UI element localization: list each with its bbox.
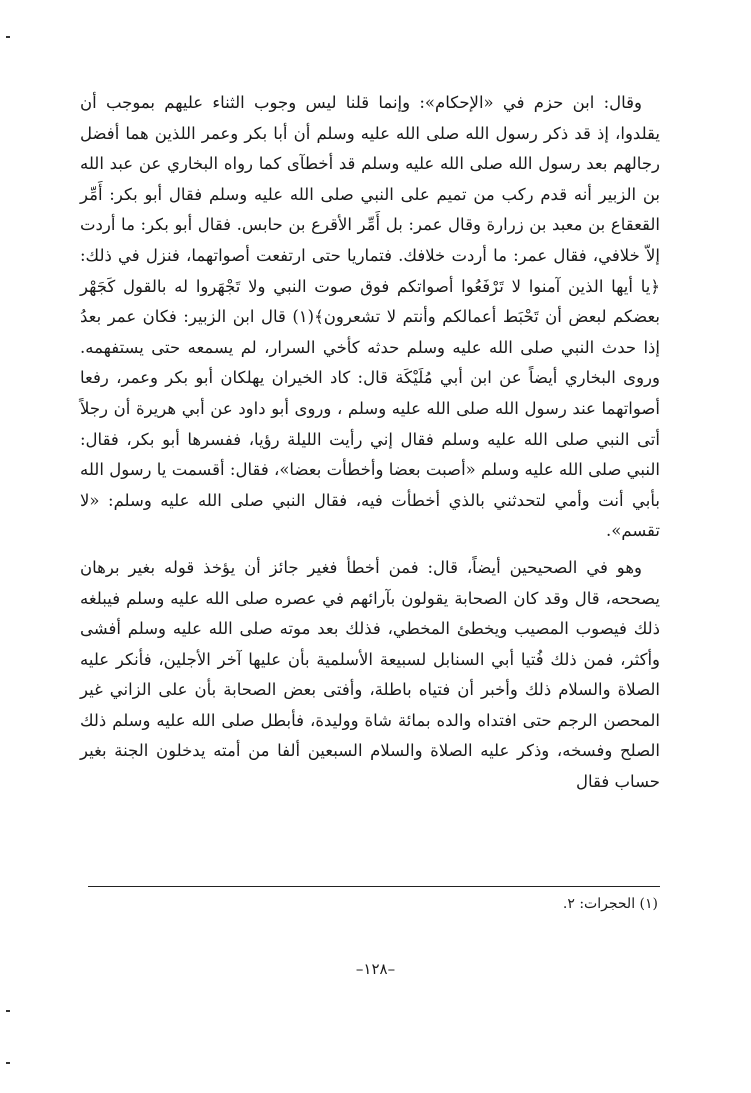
page-number: –١٢٨–	[355, 960, 396, 978]
scan-mark-bottom	[6, 1062, 10, 1064]
paragraph-2	[80, 553, 660, 798]
scan-mark-middle	[6, 1010, 10, 1012]
paragraph-1-text: وقال: ابن حزم في «الإحكام»: وإنما قلنا ليس وجوب الثناء عليهم بموجب أن يقلدوا، إذ قد ذكر رسول الله صلى الله عليه وسلم أن أبا بكر وعمر اللذين هما أفضل رجالهم بعد رسول الله صلى الله عليه وسلم قد أخطآى كما رواه البخاري عن عبد الله بن الزبير أنه قدم ركب من تميم على النبي صلى الله عليه وسلم فقال أبو بكر: أَمِّر القعقاع بن معبد بن زرارة وقال عمر: بل أَمِّر الأقرع بن حابس. فقال أبو بكر: ما أردت إلاّ خلافي، فقال عمر: ما أردت خلافك. فتماريا حتى ارتفعت أصواتهما، فنزل في ذلك: ﴿يا أيها الذين آمنوا لا تَرْفَعُوا أصواتكم فوق صوت النبي ولا تَجْهَروا له بالقول كَجَهْر بعضكم لبعض أن تَحْبَط أعمالكم وأنتم لا تشعرون﴾(١) قال ابن الزبير: فكان عمر بعدُ إذا حدث النبي صلى الله عليه وسلم حدثه كأخي السرار، لم يسمعه حتى يستفهمه. وروى البخاري أيضاً عن ابن أبي مُلَيْكَة قال: كاد الخيران يهلكان أبو بكر وعمر، رفعا أصواتهما عند رسول الله صلى الله عليه وسلم ، وروى أبو داود عن أبي هريرة أن رجلاً أتى النبي صلى الله عليه وسلم فقال إني رأيت الليلة رؤيا، ففسرها أبو بكر، فقال: النبي صلى الله عليه وسلم «أصبت بعضا وأخطأت بعضا»، فقال: أقسمت يا رسول الله بأبي أنت وأمي لتحدثني بالذي أخطأت فيه، فقال النبي صلى الله عليه وسلم: «لا تقسم».	[80, 93, 661, 541]
scan-mark-top	[6, 36, 10, 38]
paragraph-2-text: وهو في الصحيحين أيضاً، قال: فمن أخطأ فغير جائز أن يؤخذ قوله بغير برهان يصححه، قال وقد كان الصحابة يقولون بآرائهم في عصره صلى الله عليه وسلم فيبلغه ذلك فيصوب المصيب ويخطئ المخطي، فذلك بعد موته صلى الله عليه وسلم أفشى وأكثر، فمن ذلك فُتيا أبي السنابل لسبيعة الأسلمية بأن عليها آخر الأجلين، فأنكر عليه الصلاة والسلام ذلك وأخبر أن فتياه باطلة، وأفتى بعض الصحابة بأن على الزاني غير المحصن الرجم حتى افتداه والده بمائة شاة ووليدة، فأبطل صلى الله عليه وسلم ذلك الصلح وفسخه، وذكر عليه الصلاة والسلام السبعين ألفا من أمته يدخلون الجنة بغير حساب فقال	[80, 557, 660, 792]
footnote-divider	[88, 886, 660, 887]
page-body	[80, 88, 660, 798]
paragraph-1	[80, 88, 660, 547]
footnote: (١) الحجرات: ٢.	[562, 896, 658, 912]
